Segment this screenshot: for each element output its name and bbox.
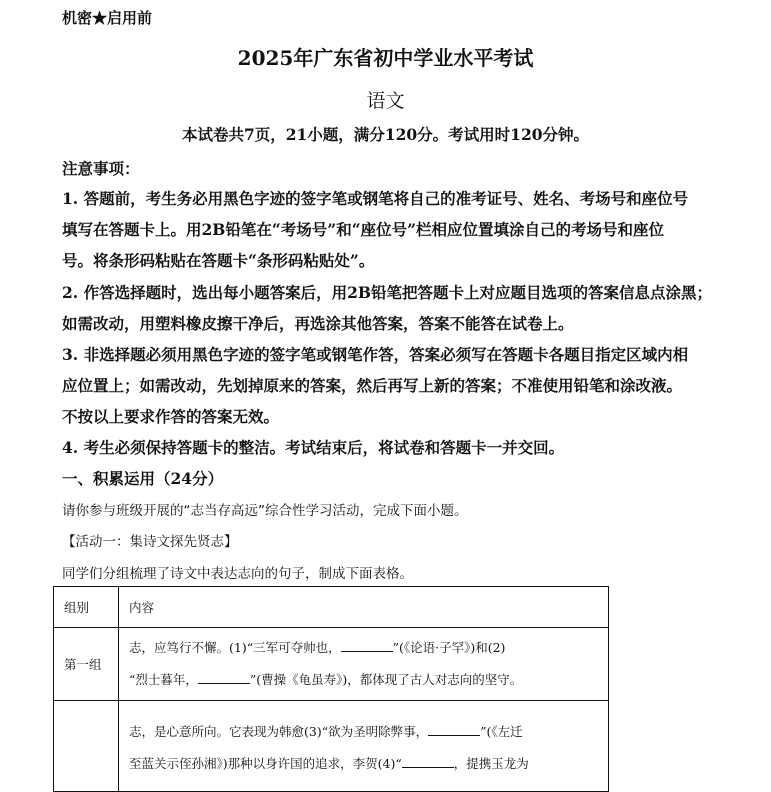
content-text: ”(《论语·子罕》)和(2) <box>392 640 506 655</box>
answer-blank[interactable] <box>402 755 454 768</box>
notice-line: 应位置上；如需改动，先划掉原来的答案，然后再写上新的答案；不准使用铅笔和涂改液。 <box>62 376 683 395</box>
notice-line: 1. 答题前，考生务必用黑色字迹的签字笔或钢笔将自己的准考证号、姓名、考场号和座位号 <box>62 189 689 208</box>
section-title: 一、积累运用（24分） <box>62 469 224 488</box>
content-text: ，提携玉龙为 <box>453 756 529 771</box>
answer-blank[interactable] <box>341 639 393 652</box>
table-row <box>54 701 609 792</box>
content-text: ”(《左迁 <box>480 724 523 739</box>
content-line <box>129 664 598 696</box>
answer-blank[interactable] <box>198 671 250 684</box>
activity-heading: 【活动一：集诗文探先贤志】 <box>62 534 238 550</box>
content-line <box>129 748 598 780</box>
notice-line: 不按以上要求作答的答案无效。 <box>62 407 280 426</box>
group-cell <box>54 701 119 792</box>
content-line <box>129 716 598 748</box>
exam-info: 本试卷共7页，21小题，满分120分。考试用时120分钟。 <box>181 125 590 144</box>
content-cell <box>119 628 609 701</box>
content-text: 至蓝关示侄孙湘》)那种以身许国的追求，李贺(4)“ <box>129 756 402 771</box>
content-text: 志，是心意所向。它表现为韩愈(3)“欲为圣明除弊事， <box>129 724 429 739</box>
header-group: 组别 <box>54 587 119 628</box>
table-header-row <box>54 587 609 628</box>
content-text: ”(曹操《龟虽寿》)，都体现了古人对志向的坚守。 <box>249 672 523 687</box>
notice-line: 3. 非选择题必须用黑色字迹的签字笔或钢笔作答，答案必须写在答题卡各题目指定区域内相 <box>62 345 689 364</box>
content-cell <box>119 701 609 792</box>
notice-line: 4. 考生必须保持答题卡的整洁。考试结束后，将试卷和答题卡一并交回。 <box>62 438 565 457</box>
section-intro: 请你参与班级开展的“志当存高远”综合性学习活动，完成下面小题。 <box>62 503 468 519</box>
notice-line: 如需改动，用塑料橡皮擦干净后，再选涂其他答案，答案不能答在试卷上。 <box>62 314 574 333</box>
content-text: “烈士暮年， <box>129 672 198 687</box>
answer-blank[interactable] <box>428 723 480 736</box>
notice-line: 填写在答题卡上。用2B铅笔在“考场号”和“座位号”栏相应位置填涂自己的考场号和座位 <box>62 220 665 239</box>
notice-line: 号。将条形码粘贴在答题卡“条形码粘贴处”。 <box>62 251 375 270</box>
content-text: 志，应笃行不懈。(1)“三军可夺帅也， <box>129 640 341 655</box>
header-content: 内容 <box>119 587 609 628</box>
group-cell: 第一组 <box>54 628 119 701</box>
aspiration-table <box>53 586 609 792</box>
exam-title: 2025年广东省初中学业水平考试 <box>237 46 534 70</box>
notice-line: 2. 作答选择题时，选出每小题答案后，用2B铅笔把答题卡上对应题目选项的答案信息点涂黑； <box>62 283 712 302</box>
content-line <box>129 632 598 664</box>
subject-title: 语文 <box>366 90 405 112</box>
table-intro: 同学们分组梳理了诗文中表达志向的句子，制成下面表格。 <box>62 566 413 582</box>
secret-label: 机密★启用前 <box>62 9 153 27</box>
table-row <box>54 628 609 701</box>
notice-title: 注意事项： <box>62 159 140 178</box>
